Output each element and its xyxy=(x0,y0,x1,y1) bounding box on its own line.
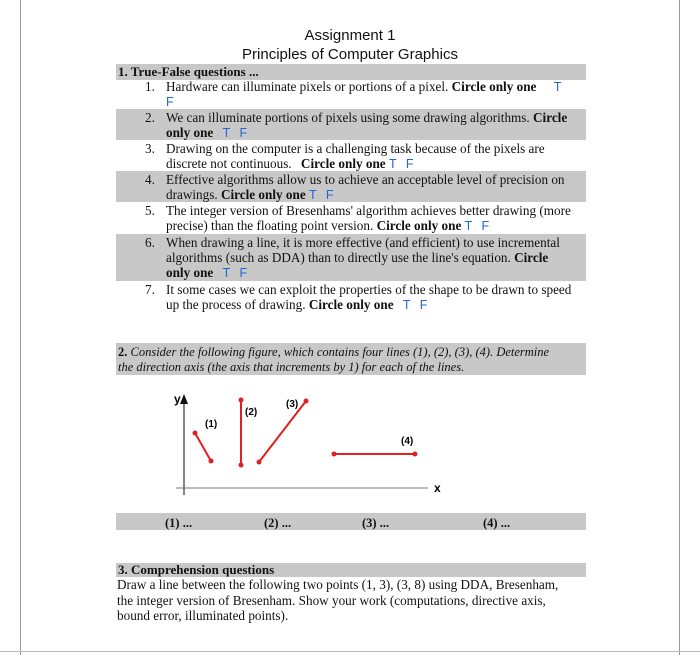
line-3 xyxy=(259,401,306,462)
line-2-label: (2) xyxy=(245,407,258,418)
x-axis-label: x xyxy=(434,481,441,495)
item2-true-option[interactable]: T xyxy=(222,126,231,140)
item4-false-option[interactable]: F xyxy=(325,188,334,202)
line-4-start-point xyxy=(332,452,337,457)
y-axis-label: y xyxy=(174,392,181,406)
item1-false-option[interactable]: F xyxy=(166,95,174,109)
item1-true-option[interactable]: T xyxy=(553,80,562,94)
item6-circle: Circle xyxy=(514,250,549,265)
item5-false-option[interactable]: F xyxy=(481,219,490,233)
item5-line1: The integer version of Bresenhams' algorithm achieves better drawing (more xyxy=(166,203,571,218)
line-2-end-point xyxy=(239,463,244,468)
item6-text2: algorithms (such as DDA) than to directly use the line's equation. xyxy=(166,250,511,265)
section3-line2: the integer version of Bresenham. Show your work (computations, directive axis, xyxy=(117,593,546,608)
item6-line1: When drawing a line, it is more effective (and efficient) to use incremental xyxy=(166,235,560,250)
answer-line-3[interactable]: (3) ... xyxy=(362,516,390,530)
item7-number: 7. xyxy=(145,282,155,297)
answer-line-4[interactable]: (4) ... xyxy=(483,516,511,530)
item2-text: We can illuminate portions of pixels using some drawing algorithms. xyxy=(166,110,530,125)
line-3-end-point xyxy=(304,399,309,404)
page-title: Assignment 1 xyxy=(304,27,396,44)
item6-number: 6. xyxy=(145,235,155,250)
item3-false-option[interactable]: F xyxy=(405,157,414,171)
item5-number: 5. xyxy=(145,203,155,218)
answer-line-1[interactable]: (1) ... xyxy=(165,516,193,530)
item5-text2: precise) than the floating point version. xyxy=(166,218,374,233)
item3-number: 3. xyxy=(145,141,155,156)
line-4-end-point xyxy=(413,452,418,457)
item7-circle: Circle only one xyxy=(308,297,394,312)
item4-text2: drawings. xyxy=(166,187,218,202)
item2-only-one: only one xyxy=(166,125,214,140)
item3-line1: Drawing on the computer is a challenging task because of the pixels are xyxy=(166,141,545,156)
item7-line1: It some cases we can exploit the properties of the shape to be drawn to speed xyxy=(166,282,572,297)
section2-heading-line2: the direction axis (the axis that increments by 1) for each of the lines. xyxy=(118,360,465,374)
item2-circle: Circle xyxy=(533,110,568,125)
item4-true-option[interactable]: T xyxy=(308,188,317,202)
item2-number: 2. xyxy=(145,110,155,125)
section2-number: 2. xyxy=(118,345,128,359)
item3-true-option[interactable]: T xyxy=(388,157,397,171)
line-1 xyxy=(195,433,211,461)
item5-circle: Circle only one xyxy=(376,218,462,233)
section3-line1: Draw a line between the following two points (1, 3), (3, 8) using DDA, Bresenham, xyxy=(117,577,559,592)
item3-text2: discrete not continuous. xyxy=(166,156,292,171)
item2-false-option[interactable]: F xyxy=(239,126,248,140)
line-3-start-point xyxy=(257,460,262,465)
answer-line-2[interactable]: (2) ... xyxy=(264,516,292,530)
section3-line3: bound error, illuminated points). xyxy=(117,608,289,623)
item7-text2: up the process of drawing. xyxy=(166,297,306,312)
item1-number: 1. xyxy=(145,79,155,94)
line-1-start-point xyxy=(193,431,198,436)
item3-circle: Circle only one xyxy=(300,156,386,171)
item6-only-one: only one xyxy=(166,265,214,280)
item7-false-option[interactable]: F xyxy=(419,298,428,312)
line-1-label: (1) xyxy=(205,419,218,430)
item4-circle: Circle only one xyxy=(220,187,306,202)
line-2-start-point xyxy=(239,398,244,403)
item6-true-option[interactable]: T xyxy=(222,266,231,280)
item7-true-option[interactable]: T xyxy=(402,298,411,312)
item4-number: 4. xyxy=(145,172,155,187)
item1-circle: Circle only one xyxy=(451,79,537,94)
section1-heading: 1. True-False questions ... xyxy=(118,64,259,79)
item4-line1: Effective algorithms allow us to achieve an acceptable level of precision on xyxy=(166,172,565,187)
line-4-label: (4) xyxy=(401,436,414,447)
item1-text: Hardware can illuminate pixels or portions of a pixel. xyxy=(166,79,449,94)
section2-text1: Consider the following figure, which contains four lines (1), (2), (3), (4). Determine xyxy=(130,345,550,359)
page-subtitle: Principles of Computer Graphics xyxy=(242,46,458,63)
line-1-end-point xyxy=(209,459,214,464)
y-axis-arrow-icon xyxy=(180,394,188,404)
section3-heading: 3. Comprehension questions xyxy=(118,562,275,577)
item6-false-option[interactable]: F xyxy=(239,266,248,280)
line-3-label: (3) xyxy=(286,399,299,410)
item5-true-option[interactable]: T xyxy=(464,219,473,233)
